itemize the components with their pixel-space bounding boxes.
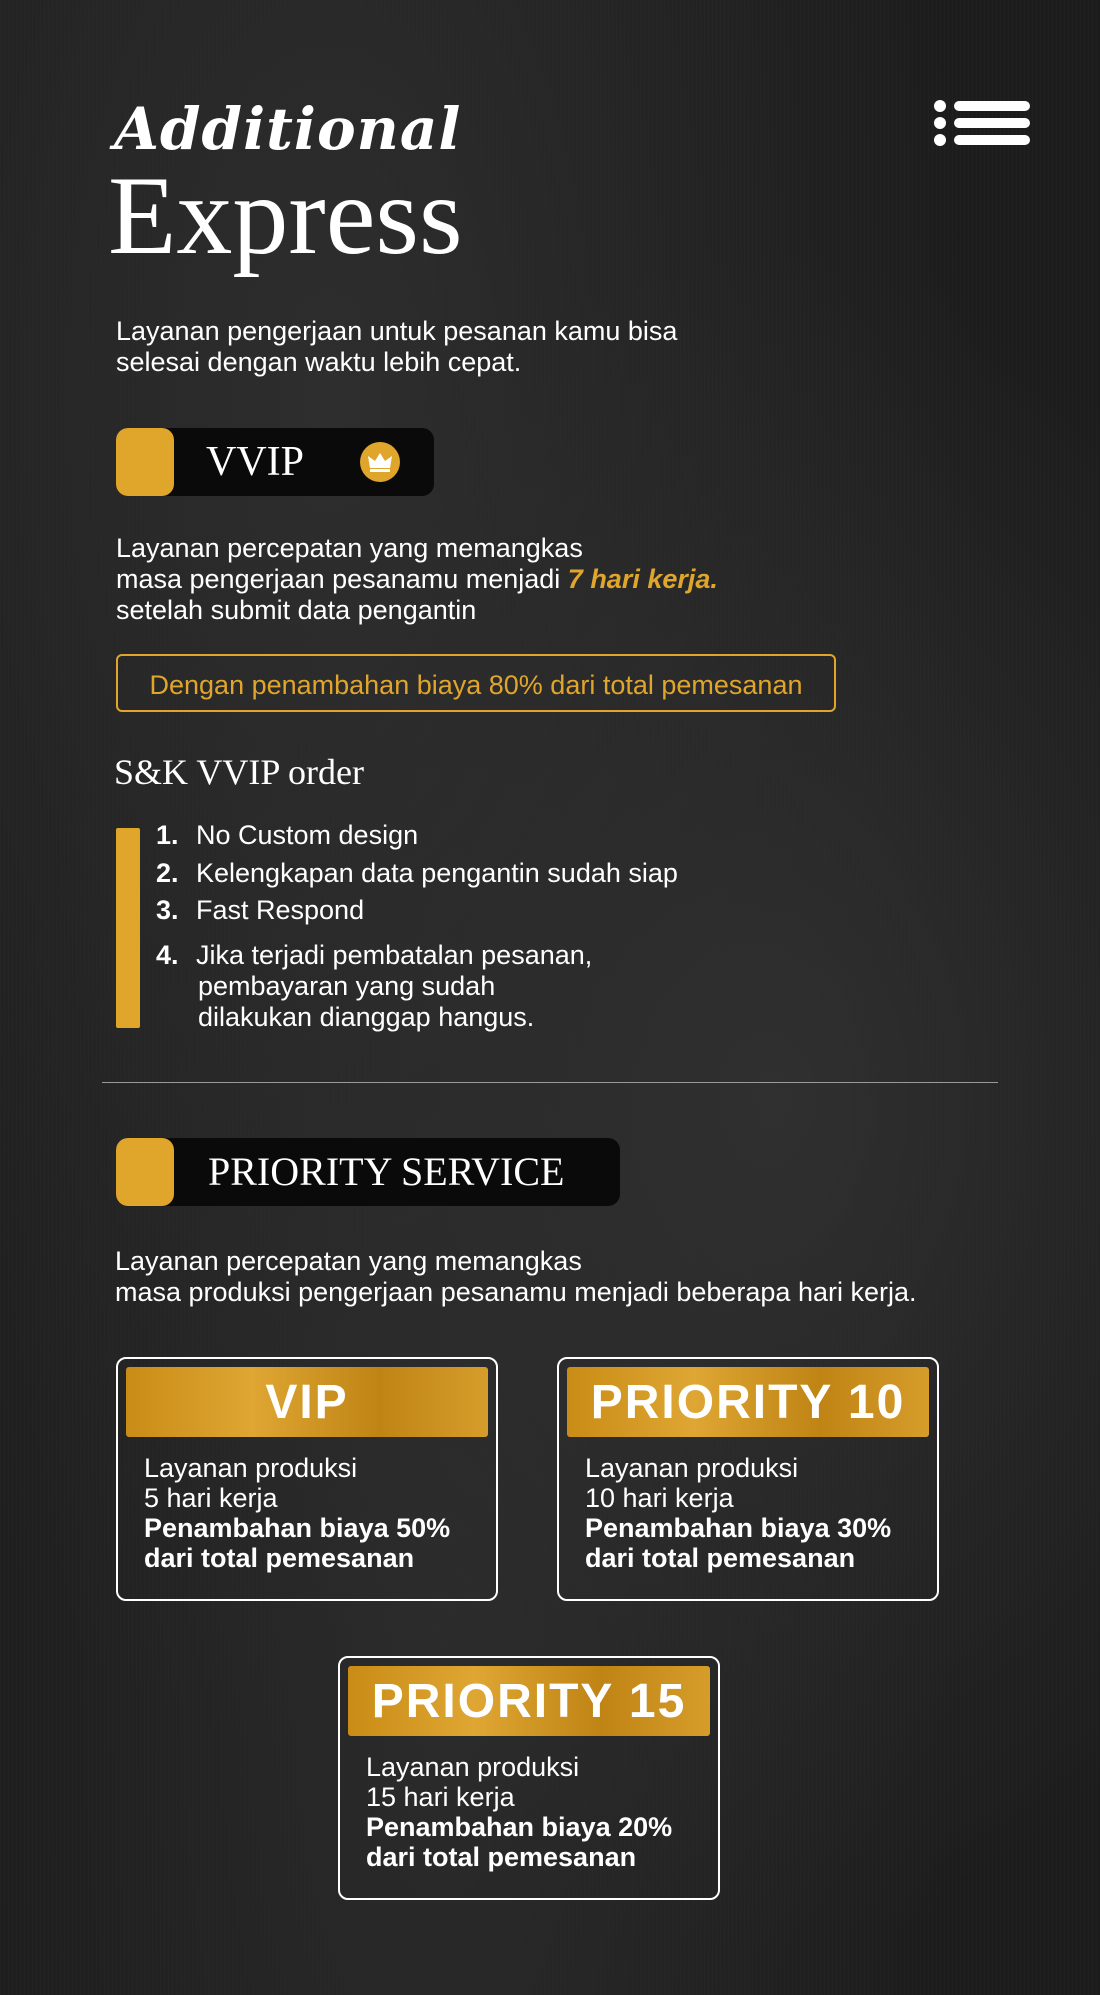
vvip-order-title: S&K VVIP order [114,752,364,792]
menu-icon[interactable] [934,100,1030,146]
terms-accent-bar [116,828,140,1028]
gold-square-icon [116,1138,174,1206]
priority-label: PRIORITY SERVICE [208,1149,565,1194]
vvip-label: VVIP [206,439,305,485]
priority-10-card-body: Layanan produksi 10 hari kerja Penambahan biaya 30% dari total pemesanan [585,1453,892,1573]
priority-10-card [557,1357,939,1601]
section-divider [102,1082,998,1083]
vvip-description: Layanan percepatan yang memangkas masa pengerjaan pesanamu menjadi 7 hari kerja. setelah submit data pengantin [116,533,718,625]
vvip-highlight: 7 hari kerja. [567,564,718,594]
priority-15-card [338,1656,720,1900]
crown-icon [360,442,400,482]
vvip-heading [116,428,434,496]
gold-square-icon [116,428,174,496]
vip-card-body: Layanan produksi 5 hari kerja Penambahan biaya 50% dari total pemesanan [144,1453,451,1573]
vip-card-title: VIP [126,1367,488,1437]
priority-description: Layanan percepatan yang memangkas masa produksi pengerjaan pesanamu menjadi beberapa hari kerja. [115,1246,917,1307]
title-express: Express [108,154,463,278]
priority-10-card-title: PRIORITY 10 [567,1367,929,1437]
intro-text: Layanan pengerjaan untuk pesanan kamu bisa selesai dengan waktu lebih cepat. [116,316,678,377]
priority-15-card-body: Layanan produksi 15 hari kerja Penambahan biaya 20% dari total pemesanan [366,1752,673,1872]
vvip-fee-box: Dengan penambahan biaya 80% dari total pemesanan [116,654,836,712]
priority-15-card-title: PRIORITY 15 [348,1666,710,1736]
vip-card [116,1357,498,1601]
title-additional: Additional [114,95,462,163]
priority-heading [116,1138,620,1206]
